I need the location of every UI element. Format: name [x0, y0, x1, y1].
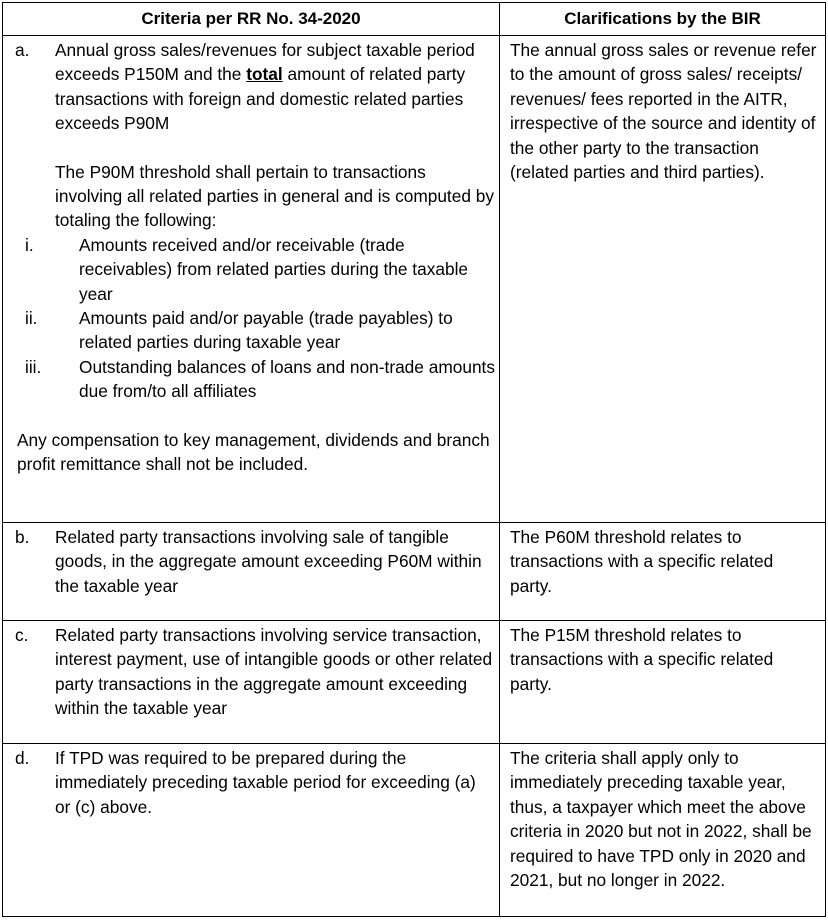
clarification-text: The P15M threshold relates to transactions with a specific related party. — [510, 625, 774, 694]
list-item-number: i. — [25, 234, 34, 255]
row-letter: d. — [15, 748, 30, 768]
table-row — [3, 523, 826, 621]
criteria-note: Any compensation to key management, dividends and branch profit remittance shall not be included. — [17, 429, 490, 475]
criteria-text — [55, 38, 495, 136]
clarification-cell — [500, 36, 826, 523]
criteria-cell — [3, 523, 500, 621]
criteria-table-grid — [2, 2, 826, 917]
clarification-cell — [500, 744, 826, 917]
criteria-text: Related party transactions involving service transaction, interest payment, use of intangible goods or other related party transactions in the aggregate amount exceeding within the taxable year — [55, 625, 493, 719]
row-letter: a. — [15, 40, 30, 60]
clarification-cell — [500, 523, 826, 621]
criteria-text: Related party transactions involving sale of tangible goods, in the aggregate amount exceeding P60M within the taxable year — [55, 527, 482, 596]
clarification-text: The P60M threshold relates to transactions with a specific related party. — [510, 527, 774, 596]
list-item-text: Amounts received and/or receivable (trade receivables) from related parties during the taxable year — [79, 234, 469, 304]
criteria-sublist — [7, 233, 495, 404]
list-item — [7, 306, 495, 355]
criteria-text: If TPD was required to be prepared during the immediately preceding taxable period for exceeding (a) or (c) above. — [55, 748, 476, 817]
list-item-text: Outstanding balances of loans and non-trade amounts due from/to all affiliates — [79, 356, 495, 402]
criteria-emphasis: total — [246, 64, 283, 85]
header-row — [3, 3, 826, 36]
criteria-cell — [3, 744, 500, 917]
list-item-number: ii. — [25, 308, 38, 329]
clarification-cell — [500, 621, 826, 744]
clarification-text: The criteria shall apply only to immediately preceding taxable year, thus, a taxpayer which meet the above criteria in 2020 but not in 2022, shall be required to have TPD only in 2020 and 2021, but no longer in 2022. — [510, 748, 812, 891]
table-row — [3, 744, 826, 917]
row-letter: c. — [15, 625, 29, 645]
table-row — [3, 621, 826, 744]
header-clarifications: Clarifications by the BIR — [500, 3, 826, 36]
criteria-cell — [3, 621, 500, 744]
criteria-text-part: amount of related party transactions with foreign and domestic related parties exceeds P90M — [55, 64, 466, 134]
list-item — [7, 233, 495, 306]
row-letter: b. — [15, 527, 30, 547]
criteria-text-part: Annual gross sales/revenues for subject taxable period exceeds P150M and the — [55, 40, 475, 85]
list-item — [7, 355, 495, 404]
list-item-text: Amounts paid and/or payable (trade payables) to related parties during taxable year — [79, 308, 453, 353]
list-item-number: iii. — [25, 356, 42, 377]
clarification-text: The annual gross sales or revenue refer to the amount of gross sales/ receipts/ revenues/ fees reported in the AITR, irrespective of the source and identity of the other party to the transaction (related parties and third parties). — [510, 40, 817, 183]
criteria-table — [2, 2, 825, 916]
header-criteria: Criteria per RR No. 34-2020 — [3, 3, 500, 36]
table-row — [3, 36, 826, 523]
criteria-paragraph: The P90M threshold shall pertain to transactions involving all related parties in general and is computed by totaling the following: — [55, 161, 495, 231]
criteria-cell — [3, 36, 500, 523]
